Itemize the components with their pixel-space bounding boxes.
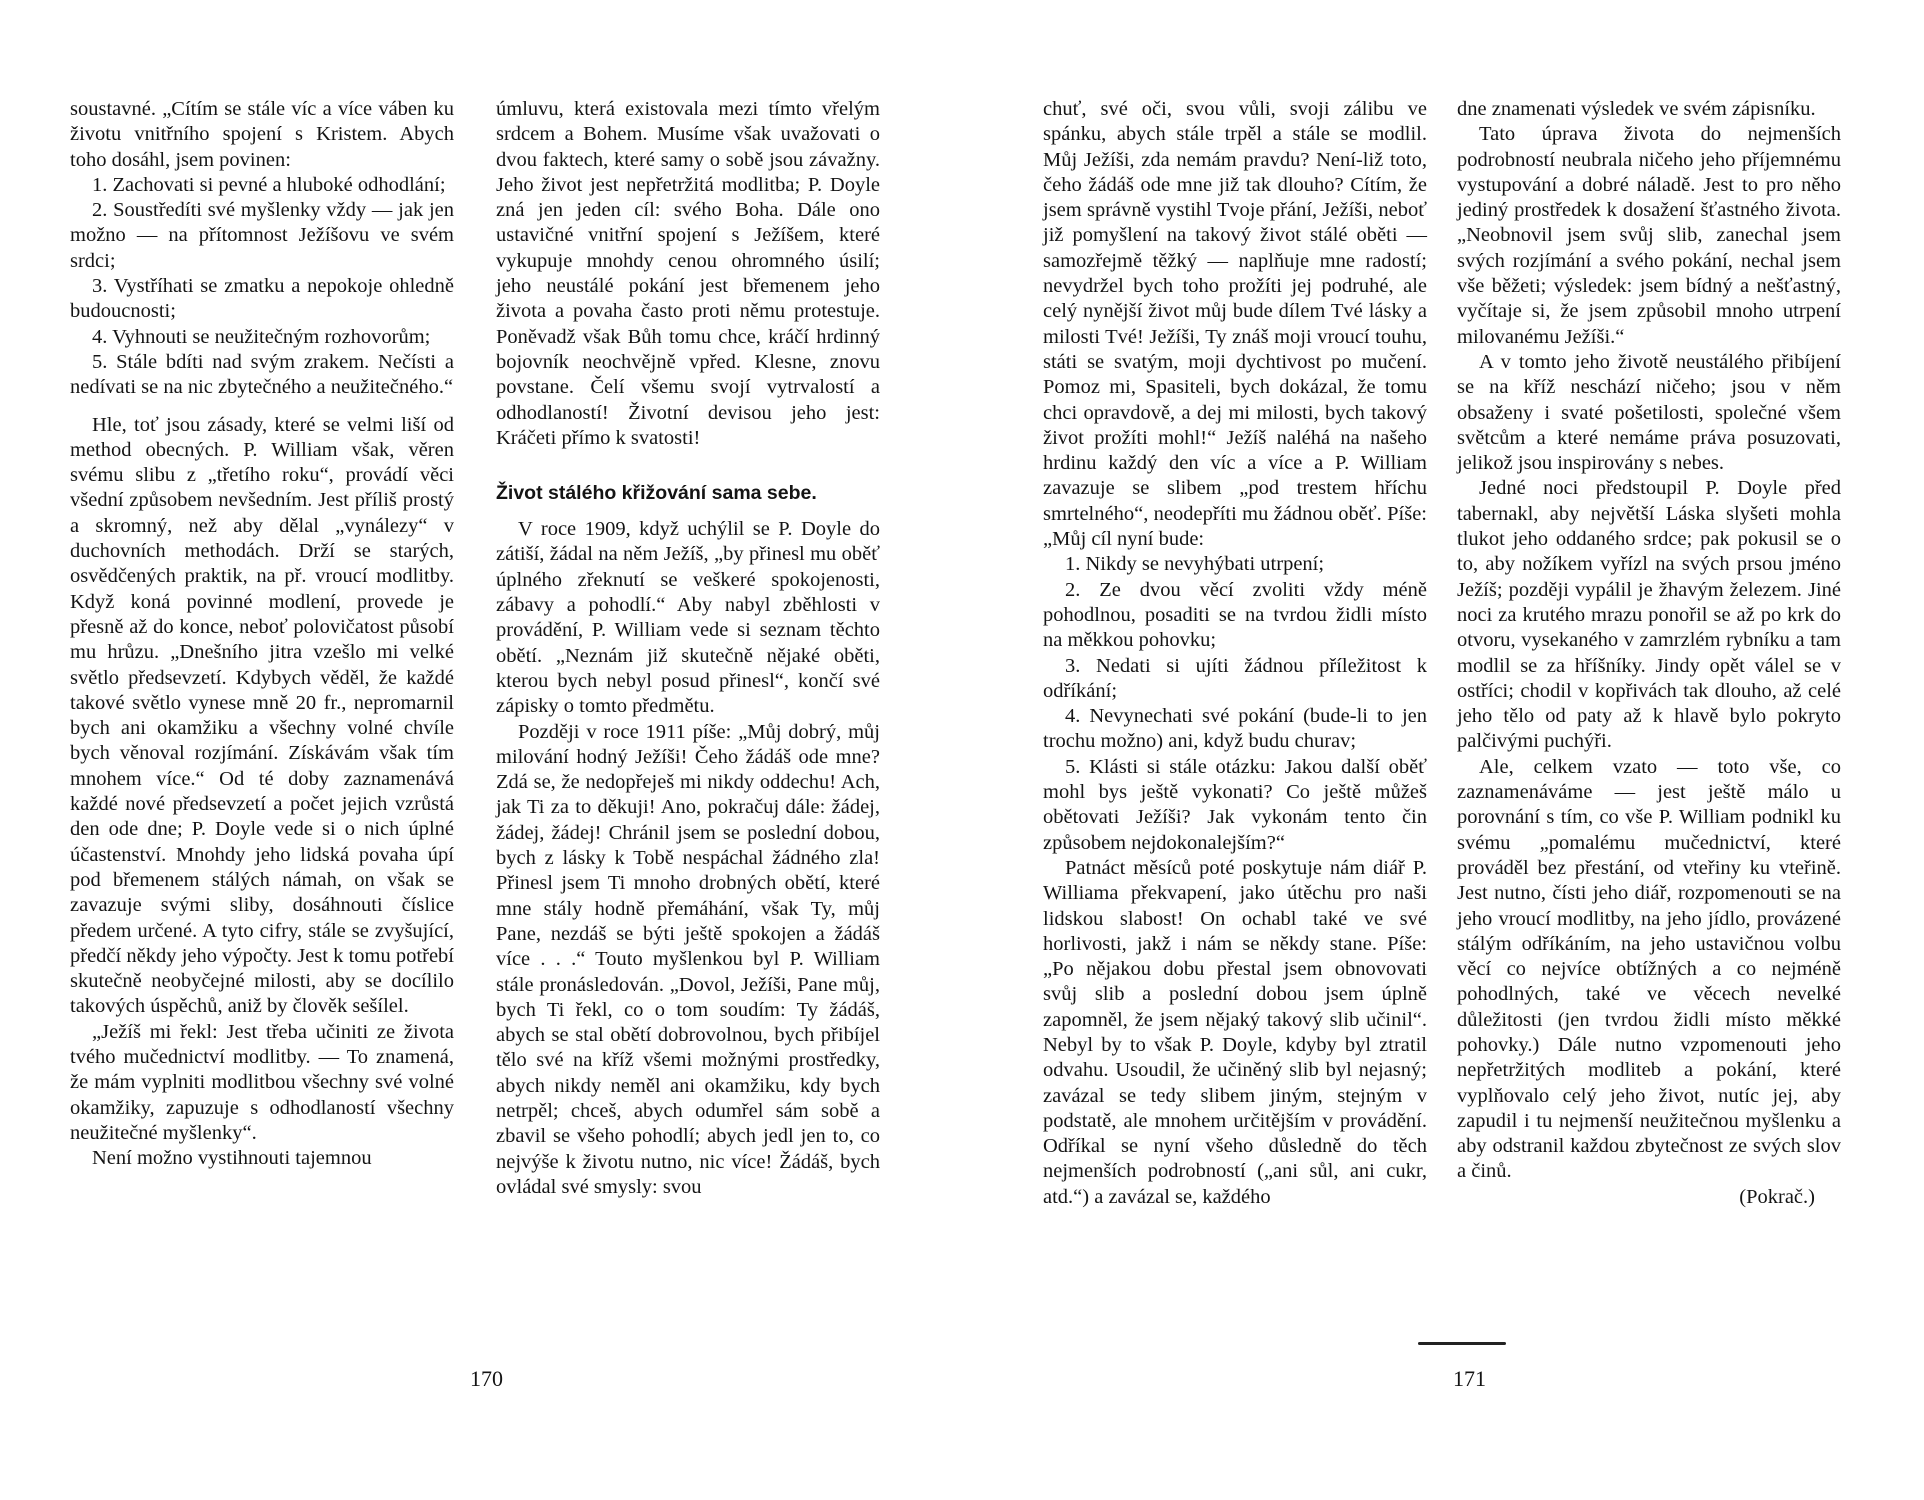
page-number-right: 171: [1453, 1366, 1486, 1391]
paragraph: chuť, své oči, svou vůli, svoji zálibu ve spánku, abych stále trpěl a stále se modlil. Můj Ježíši, zda nemám pravdu? Není-liž toto, čeho žádáš ode mne již tak dlouho? Cítím, že jsem správně vystihl Tvoje přání, Ježíši, neboť již pomyšlení na takový život stálé oběti — samozřejmě těžký — naplňuje mne radostí; nevydržel bych toho prožíti jej podruhé, ale celý nynější život můj bude dílem Tvé lásky a milosti Tvé! Ježíši, Ty znáš moji vroucí touhu, státi se svatým, moji dychtivost po mučení. Pomoz mi, Spasiteli, bych dokázal, že tomu chci opravdově, a dej mi milosti, bych takový život prožíti mohl!“ Ježíš naléhá na našeho hrdinu každý den víc a více a P. William zavazuje se slibem „pod trestem hříchu smrtelného“, neodepříti mu žádnou oběť. Píše: „Můj cíl nyní bude:: [1043, 98, 1427, 551]
paragraph: Tato úprava života do nejmenších podrobností neubrala ničeho jeho příjemnému vystupování a dobré náladě. Jest to pro něho jediný prostředek k dosažení šťastného života. „Neobnovil jsem svůj slib, zanechal jsem svých rozjímání a svého pokání, nechal jsem vše běžeti; výsledek: jsem bídný a nešťastný, vyčítaje si, že jsem způsobil mnoho utrpení milovanému Ježíši.“: [1457, 123, 1841, 348]
left-page-column-2: [496, 97, 880, 1200]
paragraph: Hle, toť jsou zásady, které se velmi liší od method obecných. P. William však, věren svému slibu z „třetího roku“, provádí věci všední způsobem nevšedním. Jest příliš prostý a skromný, než aby dělal „vynálezy“ v duchovních methodách. Drží se starých, osvědčených praktik, na př. vroucí modlitby. Když koná povinné modlení, provede je přesně až do konce, neboť polovičatost působí mu hrůzu. „Dnešního jitra vzešlo mi velké světlo předsevzetí. Kdybych věděl, že každé takové světlo vynese mně 20 fr., nepromarnil bych ani okamžiku a všechny volné chvíle bych věnoval rozjímání. Získávám však tím mnohem více.“ Od té doby zaznamenává každé nové předsevzetí a počet jejich vzrůstá den ode dne; P. Doyle vede si o nich úplné účastenství. Mnohdy jeho lidská povaha úpí pod břemenem stálých námah, on však se zavazuje svými sliby, dosáhnouti číslice předem určené. A tyto cifry, stále se zvyšující, předčí někdy jeho výpočty. Jest k tomu potřebí skutečně neobyčejné milosti, aby se docílilo takových úspěchů, aniž by člověk sešílel.: [70, 413, 454, 1018]
list-item: 5. Stále bdíti nad svým zrakem. Nečísti a nedívati se na nic zbytečného a neužitečného.“: [70, 350, 454, 399]
paragraph: „Ježíš mi řekl: Jest třeba učiniti ze života tvého mučednictví modlitby. — To znamená, že mám vyplniti modlitbou všechny své volné okamžiky, zapuzuje s odhodlaností všechny neužitečné myšlenky“.: [70, 1020, 454, 1144]
paragraph: V roce 1909, když uchýlil se P. Doyle do zátiší, žádal na něm Ježíš, „by přinesl mu oběť úplného zřeknutí se veškeré spokojenosti, zábavy a pohodlí.“ Aby nabyl zběhlosti v provádění, P. William vede si seznam těchto obětí. „Neznám již skutečně nějaké oběti, kterou bych nebyl posud přinesl“, končí své zápisky o tomto předmětu.: [496, 518, 880, 718]
right-page-column-1: [1043, 97, 1427, 1210]
list-item: 2. Soustředíti své myšlenky vždy — jak jen možno — na přítomnost Ježíšovu ve svém srdci;: [70, 199, 454, 272]
paragraph: dne znamenati výsledek ve svém zápisníku.: [1457, 98, 1816, 120]
paragraph: Později v roce 1911 píše: „Můj dobrý, můj milování hodný Ježíši! Čeho žádáš ode mne? Zdá se, že nedopřeješ mi nikdy oddechu! Ach, jak Ti za to děkuji! Ano, pokračuj dále: žádej, žádej, žádej! Chránil jsem se poslední dobou, bych z lásky k Tobě nespáchal žádného zla! Přinesl jsem Ti mnoho drobných obětí, které mne stály hodně přemáhání, však Ty, můj Pane, nezdáš se býti ještě spokojen a žádáš více . . .“ Touto myšlenkou byl P. William stále pronásledován. „Dovol, Ježíši, Pane můj, bych Ti řekl, co o tom soudím: Ty žádáš, abych se stal obětí dobrovolnou, bych přibíjel tělo své na kříž všemi možnými prostředky, abych nikdy neměl ani okamžiku, kdy bych netrpěl; chceš, abych odumřel sám sobě a zbavil se všeho pohodlí; abych jedl jen to, co nejvýše k životu nutno, nic více! Žádáš, bych ovládal své smysly: svou: [496, 720, 880, 1198]
list-item: 1. Zachovati si pevné a hluboké odhodlání;: [92, 173, 446, 196]
paragraph: soustavné. „Cítím se stále víc a více váben ku životu vnitřního spojení s Kristem. Abych toho dosáhl, jsem povinen:: [70, 98, 454, 171]
list-item: 4. Vyhnouti se neužitečným rozhovorům;: [92, 325, 431, 348]
list-item: 3. Vystříhati se zmatku a nepokoje ohledně budoucnosti;: [70, 275, 454, 323]
page-number-left: 170: [470, 1366, 503, 1391]
section-heading: Život stálého křižování sama sebe.: [496, 482, 817, 505]
list-item: 2. Ze dvou věcí zvoliti vždy méně pohodlnou, posaditi se na tvrdou židli místo na měkkou pohovku;: [1043, 578, 1427, 652]
paragraph: A v tomto jeho životě neustálého přibíjení se na kříž neschází ničeho; jsou v něm obsaženy i svaté pošetilosti, společné všem světcům a které nemáme práva posuzovati, jelikož jsou inspirovány s nebes.: [1457, 350, 1841, 475]
end-ornament-rule: [1418, 1342, 1506, 1345]
paragraph: úmluvu, která existovala mezi tímto vřelým srdcem a Bohem. Musíme však uvažovati o dvou faktech, které samy o sobě jsou závažny. Jeho život jest nepřetržitá modlitba; P. Doyle zná jen jeden cíl: svého Boha. Dále ono ustavičné vnitřní spojení s Ježíšem, které vykupuje mnohdy cenou ohromného úsilí; jeho neustálé pokání jest břemenem jeho života a povaha často proti němu protestuje. Poněvadž však Bůh tomu chce, kráčí hrdinný bojovník neochvějně vpřed. Klesne, znovu povstane. Čelí všemu svojí vytrvalostí a odhodlaností! Životní devisou jeho jest: Kráčeti přímo k svatosti!: [496, 98, 880, 449]
paragraph: Jedné noci předstoupil P. Doyle před tabernakl, aby největší Láska slyšeti mohla tlukot jeho oddaného srdce; pak pokusil se o to, aby nožíkem vyřízl na svých prsou jméno Ježíš; později vypálil je žhavým železem. Jiné noci za krutého mrazu ponořil se až po krk do otvoru, vysekaného v zamrzlém rybníku a tam modlil se za hříšníky. Jindy opět válel se v ostříci; chodil v kopřivách tak dlouho, až celé jeho tělo od paty až k hlavě bylo pokryto palčivými puchýři.: [1457, 477, 1841, 753]
left-page-column-1: [70, 97, 454, 1171]
list-item: 4. Nevynechati své pokání (bude-li to jen trochu možno) ani, když budu churav;: [1043, 705, 1427, 753]
list-item: 1. Nikdy se nevyhýbati utrpení;: [1065, 553, 1325, 576]
paragraph: Není možno vystihnouti tajemnou: [92, 1147, 372, 1170]
paragraph: Patnáct měsíců poté poskytuje nám diář P. Williama překvapení, jako útěchu pro naši lidskou slabost! On ochabl také ve své horlivosti, jakž i nám se někdy stane. Píše: „Po nějakou dobu přestal jsem obnovovati svůj slib a poslední dobou jsem úplně zapomněl, že jsem nějaký takový slib učinil“. Nebyl by to však P. Doyle, kdyby byl ztratil odvahu. Usoudil, že učiněný slib byl nejasný; zavázal se tedy slibem jiným, stejným v podstatě, ale mnohem určitějším v provádění. Odříkal se nyní všeho důsledně do těch nejmenších podrobností („ani sůl, ani cukr, atd.“) a zavázal se, každého: [1043, 856, 1427, 1208]
continued-note: (Pokrač.): [1739, 1185, 1815, 1208]
paragraph: Ale, celkem vzato — toto vše, co zaznamenáváme — jest ještě málo u porovnání s tím, co vše P. William podnikl ku svému „pomalému mučednictví, které prováděl bez přestání, od vteřiny ku vteřině. Jest nutno, čísti jeho diář, rozpomenouti se na jeho vroucí modlitby, na jeho jídlo, provázené stálým odříkáním, na jeho ustavičnou volbu věcí co nejvíce obtížných a co nejméně pohodlných, také ve věcech nevelké důležitosti (jen tvrdou židli místo měkké pohovky.) Dále nutno vzpomenouti jeho nepřetržitých modliteb a pokání, které vyplňovalo celý jeho život, nutíc jej, aby zapudil i tu nejmenší neužitečnou myšlenku a aby odstranil každou zbytečnost ze svých slov a činů.: [1457, 755, 1841, 1183]
right-page-column-2: [1457, 97, 1841, 1210]
list-item: 5. Klásti si stále otázku: Jakou další oběť mohl bys ještě vykonati? Co ještě můžeš obětovati Ježíši? Jak vykonám tento čin způsobem nejdokonalejším?“: [1043, 755, 1427, 854]
list-item: 3. Nedati si ujíti žádnou příležitost k odříkání;: [1043, 654, 1427, 702]
